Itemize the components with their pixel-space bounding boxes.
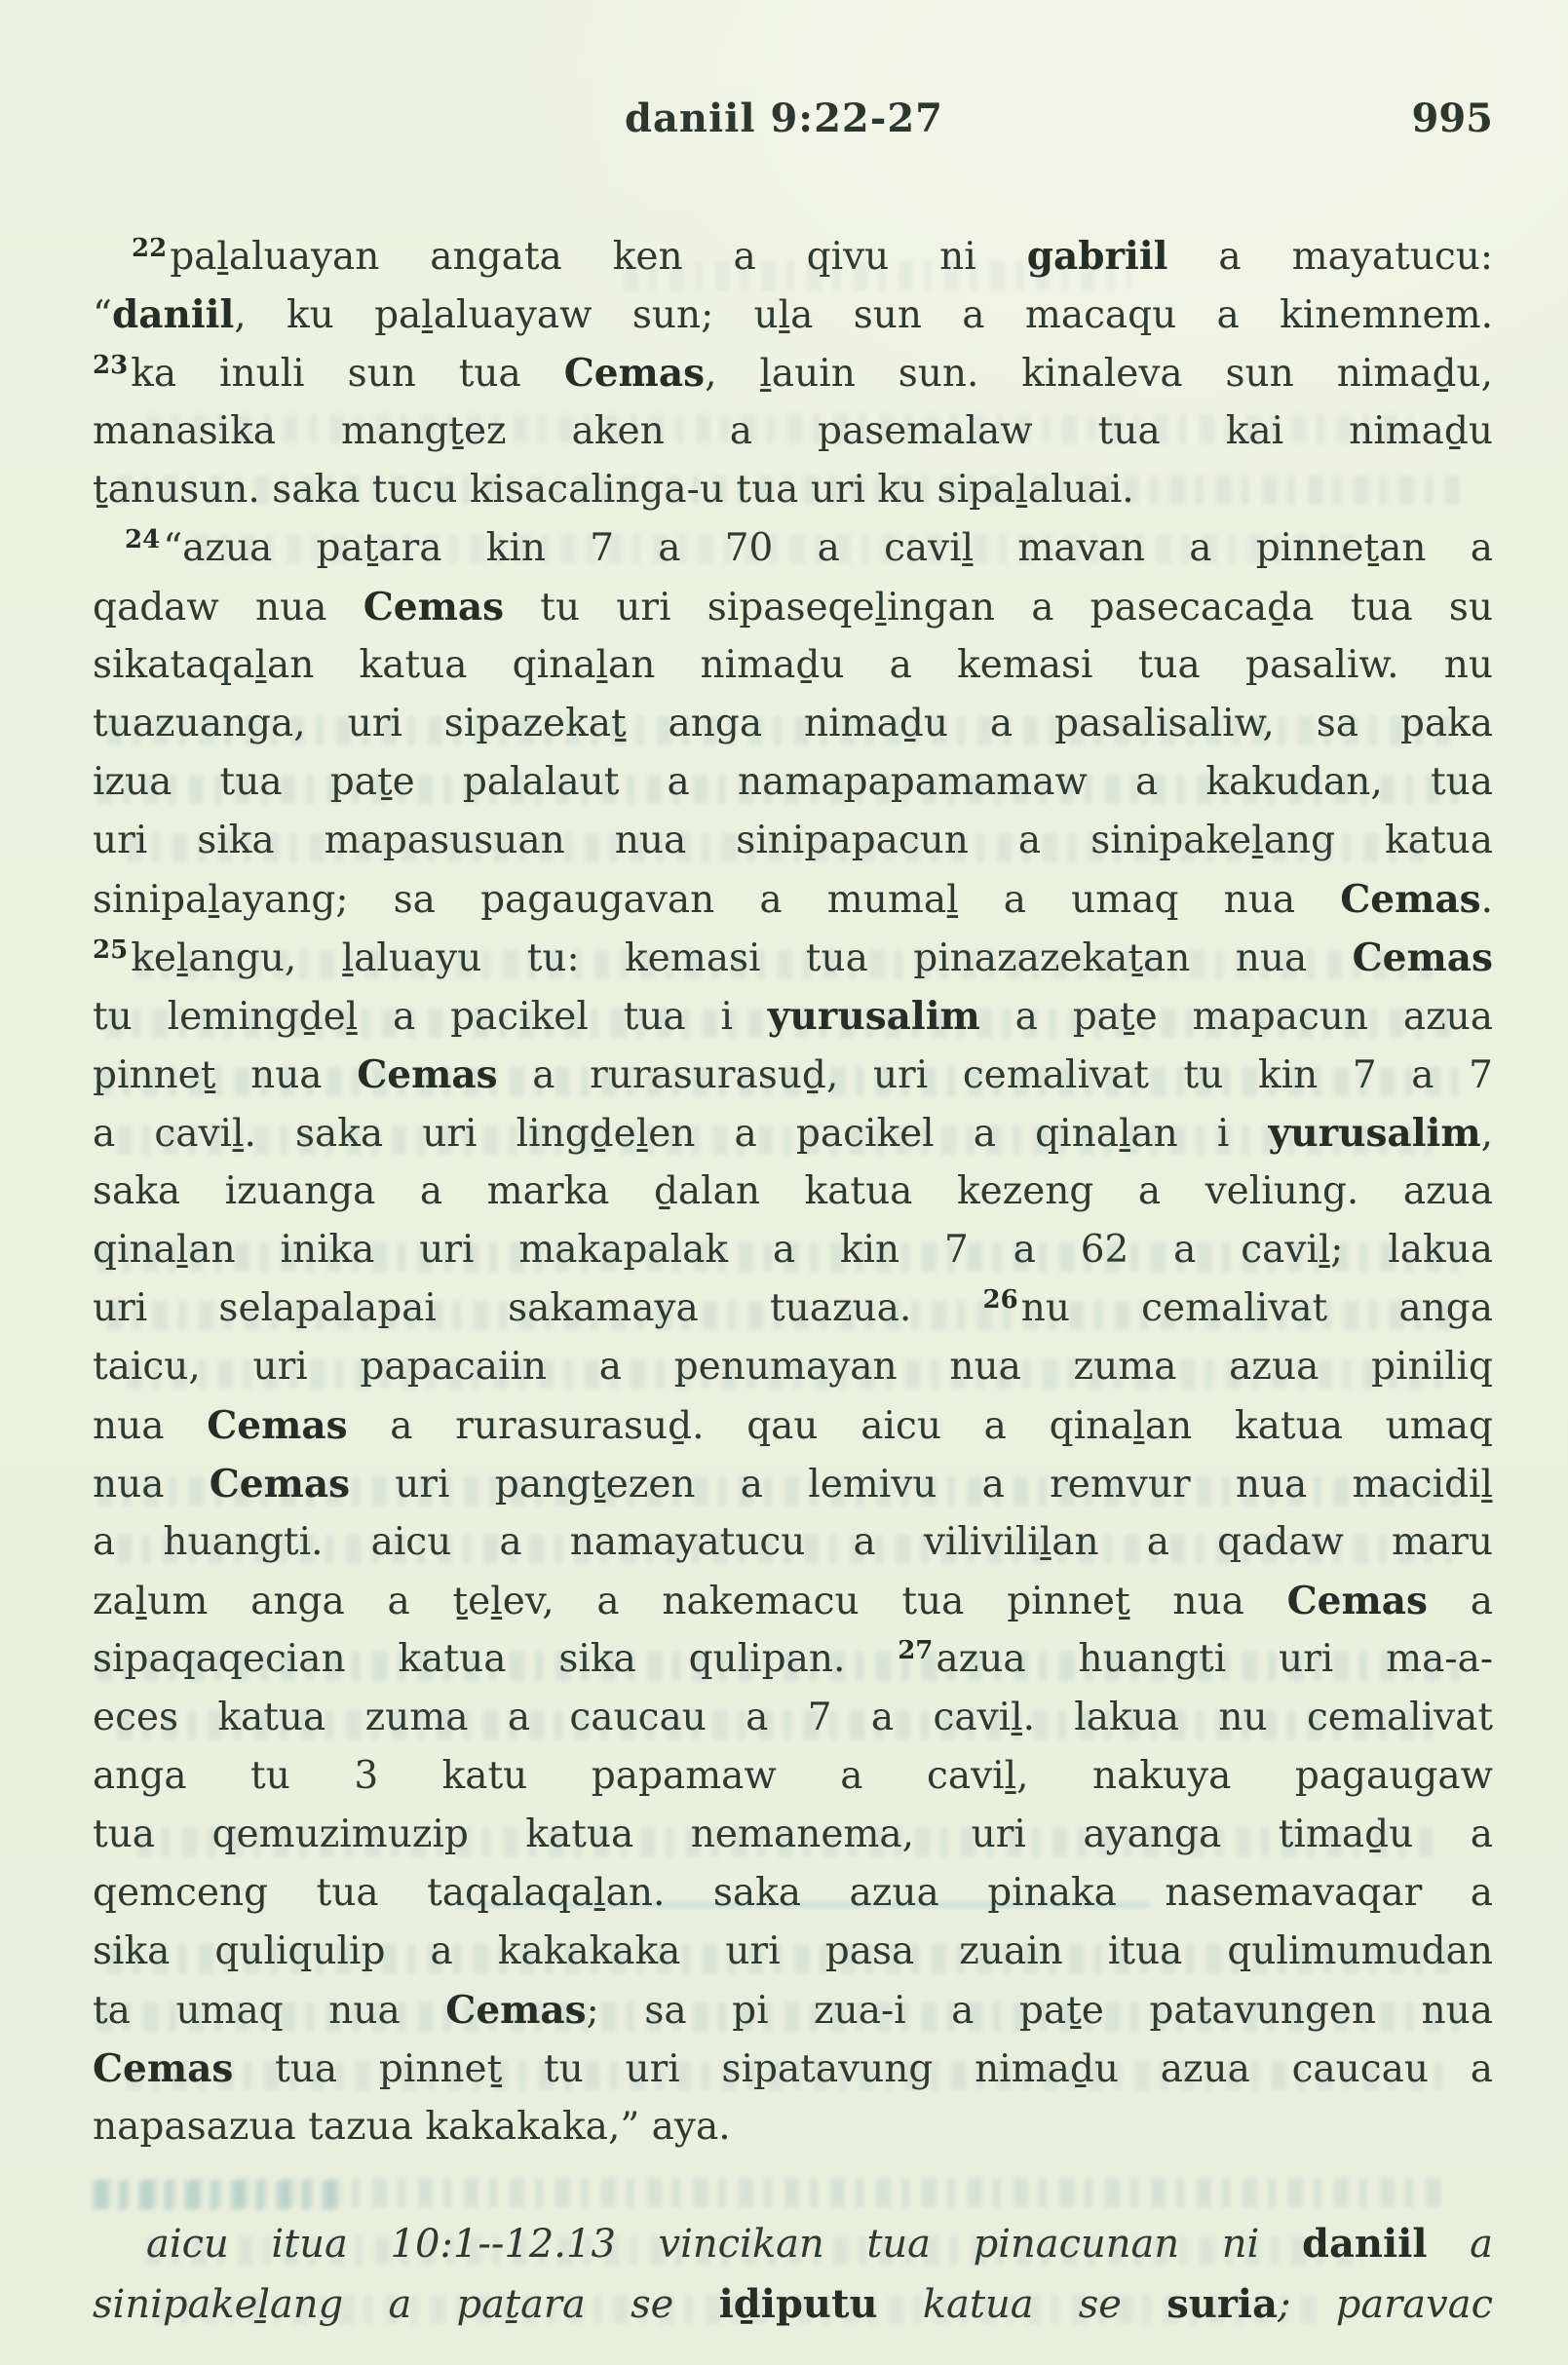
verse-number: 27 — [898, 1636, 934, 1665]
scripture-text-block — [93, 227, 1493, 2156]
text-line — [93, 286, 1493, 344]
proper-noun: iḏiputu — [718, 2281, 878, 2327]
verse-number: 26 — [982, 1285, 1018, 1315]
text-line — [93, 1338, 1493, 1396]
text-segment: uri selapalapai sakamaya tuazua. — [93, 1286, 983, 1330]
text-segment: , ku paḻaluayaw sun; uḻa sun a macaqu a kinemnem. — [234, 293, 1493, 337]
text-segment: a huangti. aicu a namayatucu a viliviliḻan a qadaw maru — [93, 1520, 1493, 1564]
proper-noun: daniil — [1301, 2221, 1428, 2267]
text-segment: a — [1427, 1580, 1493, 1623]
text-line — [93, 2214, 1493, 2274]
text-segment: katua se — [877, 2282, 1167, 2327]
text-segment: izua tua paṯe palalaut a namapapamamaw a kakudan, tua — [93, 760, 1493, 804]
text-segment: , — [1480, 1112, 1493, 1156]
text-line — [93, 1572, 1493, 1630]
text-line — [93, 2274, 1493, 2335]
text-line — [93, 695, 1493, 753]
text-segment: napasazua tazua kakakaka,” aya. — [93, 2105, 731, 2149]
text-segment: a paṯe mapacun azua — [979, 995, 1494, 1039]
text-segment: nua — [93, 1463, 210, 1507]
proper-noun: Cemas — [1340, 877, 1481, 922]
text-line — [93, 1689, 1493, 1747]
bleedthrough-ghost — [97, 2178, 1442, 2207]
text-segment: ka inuli sun tua — [131, 352, 564, 396]
text-line — [93, 344, 1493, 402]
text-segment: qadaw nua — [93, 586, 363, 629]
text-segment: ; paravac — [1278, 2282, 1493, 2327]
text-segment: “ — [93, 293, 112, 337]
text-segment: ta umaq nua — [93, 1989, 446, 2033]
text-segment: nua — [93, 1404, 208, 1448]
proper-noun: gabriil — [1026, 234, 1168, 279]
text-segment: paḻaluayan angata ken a qivu ni — [170, 235, 1027, 279]
text-line — [93, 1747, 1493, 1806]
text-segment: uri pangṯezen a lemivu a remvur nua macidiḻ — [350, 1463, 1493, 1507]
text-line — [93, 1513, 1493, 1572]
text-segment: zaḻum anga a ṯeḻev, a nakemacu tua pinneṯ nua — [93, 1580, 1287, 1623]
text-segment: a caviḻ. saka uri lingḏeḻen a pacikel a qinaḻan i — [93, 1112, 1269, 1156]
proper-noun: Cemas — [563, 351, 706, 396]
text-segment: anga tu 3 katu papamaw a caviḻ, nakuya pagaugaw — [93, 1754, 1493, 1798]
proper-noun: Cemas — [357, 1052, 498, 1097]
verse-number: 23 — [93, 351, 129, 380]
proper-noun: yurusalim — [1268, 1111, 1481, 1156]
text-segment: a — [1427, 2222, 1493, 2267]
text-line — [93, 929, 1493, 987]
text-line — [93, 987, 1493, 1046]
text-segment: ; sa pi zua-i a paṯe patavungen nua — [586, 1989, 1493, 2033]
text-segment: a rurasurasuḏ. qau aicu a qinaḻan katua umaq — [347, 1404, 1493, 1448]
running-header — [0, 95, 1568, 144]
text-segment: azua huangti uri ma-a- — [936, 1637, 1493, 1681]
text-segment: pinneṯ nua — [93, 1053, 358, 1097]
text-segment: a rurasurasuḏ, uri cemalivat tu kin 7 a 7 — [497, 1053, 1493, 1097]
text-line — [93, 1279, 1493, 1338]
text-line — [93, 812, 1493, 870]
text-segment: qemceng tua taqalaqaḻan. saka azua pinaka nasemavaqar a — [93, 1871, 1493, 1915]
page-number: 995 — [1411, 95, 1493, 141]
text-segment: tuazuanga, uri sipazekaṯ anga nimaḏu a pasalisaliw, sa paka — [93, 702, 1493, 745]
text-segment: nu cemalivat anga — [1020, 1286, 1493, 1330]
text-segment: tua pinneṯ tu uri sipatavung nimaḏu azua caucau a — [233, 2047, 1493, 2091]
text-line — [93, 1864, 1493, 1923]
text-segment: aicu itua 10:1--12.13 vincikan tua pinacunan ni — [146, 2222, 1302, 2267]
text-segment: . — [1480, 878, 1493, 922]
text-segment: , ḻauin sun. kinaleva sun nimaḏu, — [705, 352, 1494, 396]
text-line — [93, 2098, 1493, 2156]
proper-noun: Cemas — [1352, 935, 1493, 980]
proper-noun: daniil — [111, 292, 235, 337]
bleedthrough-ghost — [93, 2181, 346, 2210]
text-segment: tua qemuzimuzip katua nemanema, uri ayanga timaḏu a — [93, 1812, 1493, 1856]
text-segment: sinipakeḻang a paṯara se — [93, 2282, 719, 2327]
text-segment: tu lemingḏeḻ a pacikel tua i — [93, 995, 768, 1039]
proper-noun: Cemas — [209, 1462, 351, 1507]
proper-noun: yurusalim — [767, 994, 980, 1039]
text-segment: ṯanusun. saka tucu kisacalinga-u tua uri ku sipaḻaluai. — [93, 468, 1134, 512]
text-line — [93, 1630, 1493, 1689]
text-line — [93, 402, 1493, 461]
text-segment: manasika mangṯez aken a pasemalaw tua kai nimaḏu — [93, 409, 1493, 453]
text-line — [93, 519, 1493, 578]
running-header-reference: daniil 9:22-27 — [624, 95, 943, 141]
proper-noun: Cemas — [93, 2046, 234, 2091]
proper-noun: Cemas — [207, 1403, 348, 1448]
text-segment: “azua paṯara kin 7 a 70 a caviḻ mavan a pinneṯan a — [163, 526, 1493, 570]
text-line — [93, 1455, 1493, 1513]
proper-noun: Cemas — [363, 585, 505, 629]
text-line — [93, 870, 1493, 929]
text-segment: saka izuanga a marka ḏalan katua kezeng a veliung. azua — [93, 1169, 1493, 1213]
text-segment: uri sika mapasusuan nua sinipapacun a sinipakeḻang katua — [93, 819, 1493, 862]
text-line — [93, 753, 1493, 812]
text-segment: a mayatucu: — [1167, 235, 1494, 279]
proper-noun: Cemas — [1286, 1579, 1428, 1623]
text-line — [93, 1806, 1493, 1864]
proper-noun: Cemas — [445, 1988, 587, 2033]
verse-number: 22 — [132, 234, 168, 263]
proper-noun: suria — [1166, 2281, 1279, 2327]
text-line — [93, 1046, 1493, 1104]
text-segment: sikataqaḻan katua qinaḻan nimaḏu a kemasi tua pasaliw. nu — [93, 643, 1493, 687]
text-segment: tu uri sipaseqeḻingan a pasecacaḏa tua su — [504, 586, 1493, 629]
text-segment: keḻangu, ḻaluayu tu: kemasi tua pinazazekaṯan nua — [131, 936, 1353, 980]
text-segment: sika quliqulip a kakakaka uri pasa zuain itua qulimumudan — [93, 1929, 1493, 1973]
text-segment: sinipaḻayang; sa pagaugavan a mumaḻ a umaq nua — [93, 878, 1341, 922]
text-segment: qinaḻan inika uri makapalak a kin 7 a 62 a caviḻ; lakua — [93, 1228, 1493, 1272]
text-line — [93, 578, 1493, 636]
text-line — [93, 1396, 1493, 1455]
text-line — [93, 227, 1493, 286]
text-line — [93, 1923, 1493, 1981]
text-line — [93, 636, 1493, 695]
verse-number: 24 — [125, 525, 161, 554]
text-line — [93, 1981, 1493, 2040]
verse-number: 25 — [93, 935, 129, 965]
footnote-block — [93, 2214, 1493, 2335]
text-segment: eces katua zuma a caucau a 7 a caviḻ. lakua nu cemalivat — [93, 1696, 1493, 1739]
text-line — [93, 461, 1493, 519]
text-segment: taicu, uri papacaiin a penumayan nua zuma azua piniliq — [93, 1345, 1493, 1389]
text-segment: sipaqaqecian katua sika qulipan. — [93, 1637, 899, 1681]
text-line — [93, 1163, 1493, 1221]
text-line — [93, 1221, 1493, 1279]
text-line — [93, 1104, 1493, 1163]
text-line — [93, 2040, 1493, 2098]
